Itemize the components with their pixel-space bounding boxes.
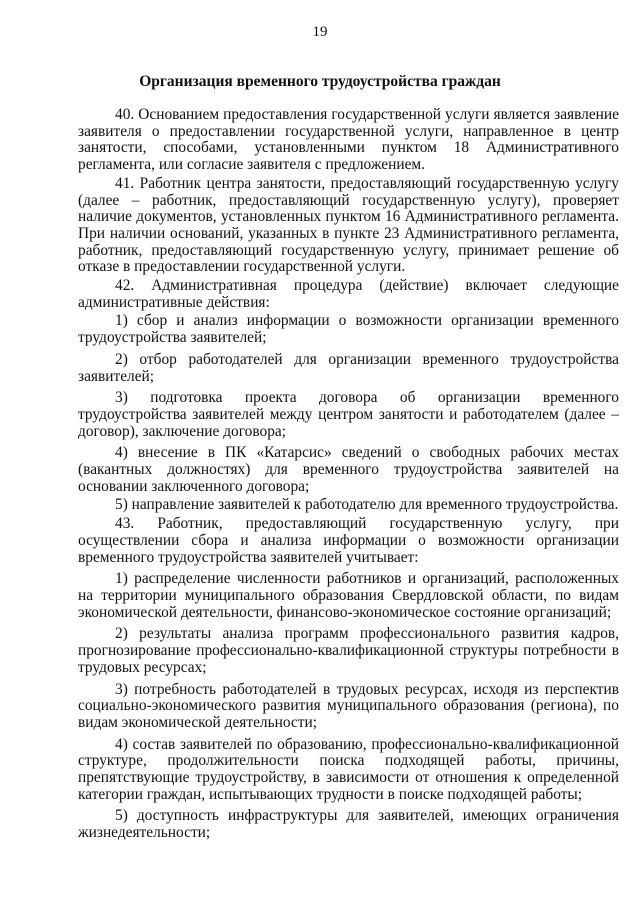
list-item-42-1: 1) сбор и анализ информации о возможности организации временного трудоустройства заявителей; — [78, 312, 619, 347]
document-body — [78, 107, 619, 842]
list-item-43-1: 1) распределение численности работников и организаций, расположенных на территории муниципального образования Свердловской области, по видам экономической деятельности, финансово-экономическое состояние организаций; — [78, 570, 619, 621]
list-item-42-5: 5) направление заявителей к работодателю для временного трудоустройства. — [115, 496, 619, 514]
paragraph-42: 42. Административная процедура (действие) включает следующие административные действия: — [78, 277, 619, 311]
list-item-43-4: 4) состав заявителей по образованию, профессионально-квалификационной структуре, продолжительности поиска подходящей работы, причины, препятствующие трудоустройству, в зависимости от отношения к определенной категории граждан, испытывающих трудности в поиске подходящей работы; — [78, 735, 619, 803]
page-number: 19 — [312, 24, 328, 40]
list-item-43-3: 3) потребность работодателей в трудовых ресурсах, исходя из перспектив социально-экономического развития муниципального образования (региона), по видам экономической деятельности; — [78, 680, 619, 731]
list-item-43-2: 2) результаты анализа программ профессионального развития кадров, прогнозирование профессионально-квалификационной структуры потребности в трудовых ресурсах; — [78, 625, 619, 676]
list-item-42-2: 2) отбор работодателей для организации временного трудоустройства заявителей; — [78, 350, 619, 385]
paragraph-41: 41. Работник центра занятости, предоставляющий государственную услугу (далее – работник, предоставляющий государственную услугу), проверяет наличие документов, установленных пунктом 16 Административного регламента. При наличии оснований, указанных в пункте 23 Административного регламента, работник, предоставляющий государственную услугу, принимает решение об отказе в предоставлении государственной услуги. — [78, 174, 619, 276]
list-item-43-5: 5) доступность инфраструктуры для заявителей, имеющих ограничения жизнедеятельности; — [78, 807, 619, 842]
list-item-42-4: 4) внесение в ПК «Катарсис» сведений о свободных рабочих местах (вакантных должностях) для временного трудоустройства заявителей на основании заключенного договора; — [78, 444, 619, 495]
paragraph-40: 40. Основанием предоставления государственной услуги является заявление заявителя о предоставлении государственной услуги, направленное в центр занятости, способами, установленными пунктом 18 Административного регламента, или согласие заявителя с предложением. — [78, 106, 619, 174]
list-item-42-3: 3) подготовка проекта договора об организации временного трудоустройства заявителей между центром занятости и работодателем (далее – договор), заключение договора; — [78, 389, 619, 440]
section-heading: Организация временного трудоустройства граждан — [139, 73, 501, 90]
paragraph-43: 43. Работник, предоставляющий государственную услугу, при осуществлении сбора и анализа информации о возможности организации временного трудоустройства заявителей учитывает: — [78, 515, 619, 566]
